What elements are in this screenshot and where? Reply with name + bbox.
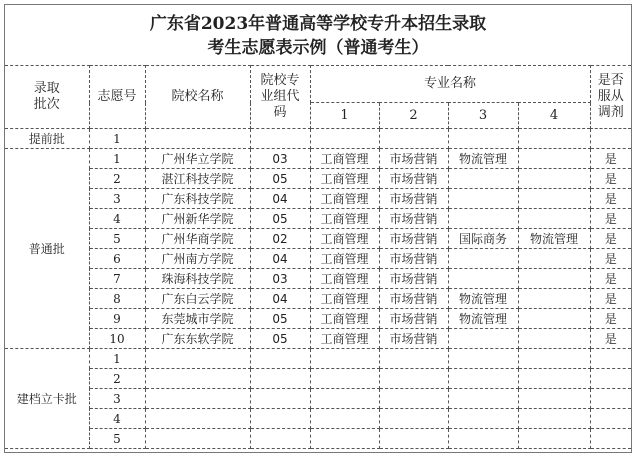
header-school: 院校名称: [145, 66, 250, 129]
major-4-cell: [518, 249, 590, 269]
adjust-cell: 是: [590, 289, 631, 309]
table-row: [5, 129, 631, 149]
major-2-cell: 市场营销: [379, 189, 448, 209]
group-code-cell: [250, 129, 310, 149]
major-4-cell: 物流管理: [518, 229, 590, 249]
wish-number: 2: [89, 369, 145, 389]
major-col-2: 2: [379, 103, 448, 129]
group-code-cell: 04: [250, 249, 310, 269]
major-2-cell: 市场营销: [379, 229, 448, 249]
adjust-cell: 是: [590, 189, 631, 209]
major-3-cell: [448, 129, 518, 149]
adjust-cell: 是: [590, 209, 631, 229]
wish-number: 1: [89, 349, 145, 369]
major-col-4: 4: [518, 103, 590, 129]
major-2-cell: 市场营销: [379, 169, 448, 189]
adjust-cell: [590, 369, 631, 389]
major-2-cell: [379, 129, 448, 149]
adjust-cell: 是: [590, 269, 631, 289]
header-wish-no: 志愿号: [89, 66, 145, 129]
group-code-cell: [250, 349, 310, 369]
school-name-cell: 广东科技学院: [145, 189, 250, 209]
group-code-cell: [250, 429, 310, 449]
adjust-cell: [590, 389, 631, 409]
major-4-cell: [518, 209, 590, 229]
major-1-cell: 工商管理: [310, 329, 379, 349]
major-3-cell: 物流管理: [448, 149, 518, 169]
group-code-cell: 05: [250, 329, 310, 349]
wish-number: 4: [89, 209, 145, 229]
major-4-cell: [518, 309, 590, 329]
major-2-cell: [379, 349, 448, 369]
major-1-cell: 工商管理: [310, 309, 379, 329]
wish-number: 4: [89, 409, 145, 429]
major-2-cell: 市场营销: [379, 209, 448, 229]
adjust-cell: [590, 349, 631, 369]
adjust-cell: [590, 129, 631, 149]
major-3-cell: [448, 189, 518, 209]
adjust-cell: 是: [590, 169, 631, 189]
wish-number: 3: [89, 189, 145, 209]
school-name-cell: 珠海科技学院: [145, 269, 250, 289]
table-row: [5, 209, 631, 229]
table-row: [5, 429, 631, 449]
header-adjust: 是否服从调剂: [590, 66, 631, 129]
adjust-cell: [590, 409, 631, 429]
wish-number: 1: [89, 129, 145, 149]
major-1-cell: [310, 409, 379, 429]
header-batch: 录取批次: [5, 66, 89, 129]
major-3-cell: [448, 209, 518, 229]
title-line-1: 广东省2023年普通高等学校专升本招生录取: [149, 14, 487, 34]
group-code-cell: [250, 369, 310, 389]
major-4-cell: [518, 169, 590, 189]
school-name-cell: 广州新华学院: [145, 209, 250, 229]
school-name-cell: 广州南方学院: [145, 249, 250, 269]
school-name-cell: [145, 429, 250, 449]
group-code-cell: 04: [250, 189, 310, 209]
major-1-cell: [310, 389, 379, 409]
adjust-cell: 是: [590, 249, 631, 269]
wish-number: 8: [89, 289, 145, 309]
major-1-cell: 工商管理: [310, 229, 379, 249]
table-row: [5, 309, 631, 329]
batch-label: 建档立卡批: [5, 349, 89, 449]
volunteer-form: [4, 4, 632, 453]
wish-number: 7: [89, 269, 145, 289]
wish-number: 5: [89, 429, 145, 449]
major-2-cell: 市场营销: [379, 289, 448, 309]
group-code-cell: 02: [250, 229, 310, 249]
major-3-cell: 国际商务: [448, 229, 518, 249]
school-name-cell: 湛江科技学院: [145, 169, 250, 189]
major-4-cell: [518, 289, 590, 309]
school-name-cell: [145, 369, 250, 389]
table-row: [5, 329, 631, 349]
major-1-cell: [310, 429, 379, 449]
major-1-cell: 工商管理: [310, 269, 379, 289]
school-name-cell: 广州华立学院: [145, 149, 250, 169]
major-1-cell: [310, 369, 379, 389]
table-row: [5, 369, 631, 389]
major-4-cell: [518, 349, 590, 369]
major-3-cell: [448, 249, 518, 269]
major-1-cell: 工商管理: [310, 169, 379, 189]
major-col-1: 1: [310, 103, 379, 129]
major-1-cell: 工商管理: [310, 189, 379, 209]
major-1-cell: 工商管理: [310, 289, 379, 309]
group-code-cell: [250, 409, 310, 429]
school-name-cell: [145, 129, 250, 149]
major-1-cell: 工商管理: [310, 149, 379, 169]
adjust-cell: 是: [590, 309, 631, 329]
major-1-cell: 工商管理: [310, 209, 379, 229]
major-4-cell: [518, 329, 590, 349]
major-3-cell: [448, 369, 518, 389]
major-4-cell: [518, 369, 590, 389]
batch-label: 普通批: [5, 149, 89, 349]
table-row: [5, 269, 631, 289]
major-4-cell: [518, 269, 590, 289]
wish-number: 1: [89, 149, 145, 169]
major-2-cell: 市场营销: [379, 249, 448, 269]
wish-number: 10: [89, 329, 145, 349]
major-3-cell: [448, 389, 518, 409]
major-4-cell: [518, 389, 590, 409]
school-name-cell: 广东东软学院: [145, 329, 250, 349]
major-3-cell: [448, 349, 518, 369]
wish-number: 9: [89, 309, 145, 329]
adjust-cell: 是: [590, 329, 631, 349]
wish-number: 3: [89, 389, 145, 409]
major-3-cell: [448, 409, 518, 429]
group-code-cell: 03: [250, 269, 310, 289]
school-name-cell: 东莞城市学院: [145, 309, 250, 329]
school-name-cell: 广东白云学院: [145, 289, 250, 309]
adjust-cell: 是: [590, 149, 631, 169]
major-col-3: 3: [448, 103, 518, 129]
major-1-cell: [310, 349, 379, 369]
major-4-cell: [518, 429, 590, 449]
wish-number: 5: [89, 229, 145, 249]
header-majors: 专业名称: [310, 66, 590, 103]
major-2-cell: 市场营销: [379, 309, 448, 329]
major-2-cell: 市场营销: [379, 149, 448, 169]
major-1-cell: [310, 129, 379, 149]
wish-table: [5, 65, 631, 449]
major-2-cell: [379, 409, 448, 429]
major-4-cell: [518, 189, 590, 209]
major-2-cell: 市场营销: [379, 269, 448, 289]
table-row: [5, 229, 631, 249]
major-3-cell: [448, 169, 518, 189]
school-name-cell: [145, 389, 250, 409]
major-3-cell: 物流管理: [448, 309, 518, 329]
major-1-cell: 工商管理: [310, 249, 379, 269]
school-name-cell: [145, 349, 250, 369]
table-row: [5, 169, 631, 189]
wish-number: 6: [89, 249, 145, 269]
major-4-cell: [518, 129, 590, 149]
table-row: [5, 389, 631, 409]
group-code-cell: 05: [250, 169, 310, 189]
group-code-cell: 05: [250, 209, 310, 229]
header-group-code: 院校专业组代码: [250, 66, 310, 129]
table-row: [5, 349, 631, 369]
major-3-cell: [448, 429, 518, 449]
major-2-cell: [379, 429, 448, 449]
school-name-cell: [145, 409, 250, 429]
table-row: [5, 249, 631, 269]
major-3-cell: [448, 329, 518, 349]
batch-label: 提前批: [5, 129, 89, 149]
major-2-cell: 市场营销: [379, 329, 448, 349]
form-title: [5, 5, 631, 65]
major-2-cell: [379, 389, 448, 409]
group-code-cell: [250, 389, 310, 409]
adjust-cell: [590, 429, 631, 449]
major-4-cell: [518, 409, 590, 429]
major-3-cell: [448, 269, 518, 289]
table-row: [5, 409, 631, 429]
table-row: [5, 189, 631, 209]
group-code-cell: 04: [250, 289, 310, 309]
school-name-cell: 广州华商学院: [145, 229, 250, 249]
group-code-cell: 05: [250, 309, 310, 329]
major-4-cell: [518, 149, 590, 169]
adjust-cell: 是: [590, 229, 631, 249]
title-line-2: 考生志愿表示例（普通考生）: [207, 38, 429, 58]
major-3-cell: 物流管理: [448, 289, 518, 309]
wish-number: 2: [89, 169, 145, 189]
group-code-cell: 03: [250, 149, 310, 169]
table-row: [5, 149, 631, 169]
table-row: [5, 289, 631, 309]
major-2-cell: [379, 369, 448, 389]
